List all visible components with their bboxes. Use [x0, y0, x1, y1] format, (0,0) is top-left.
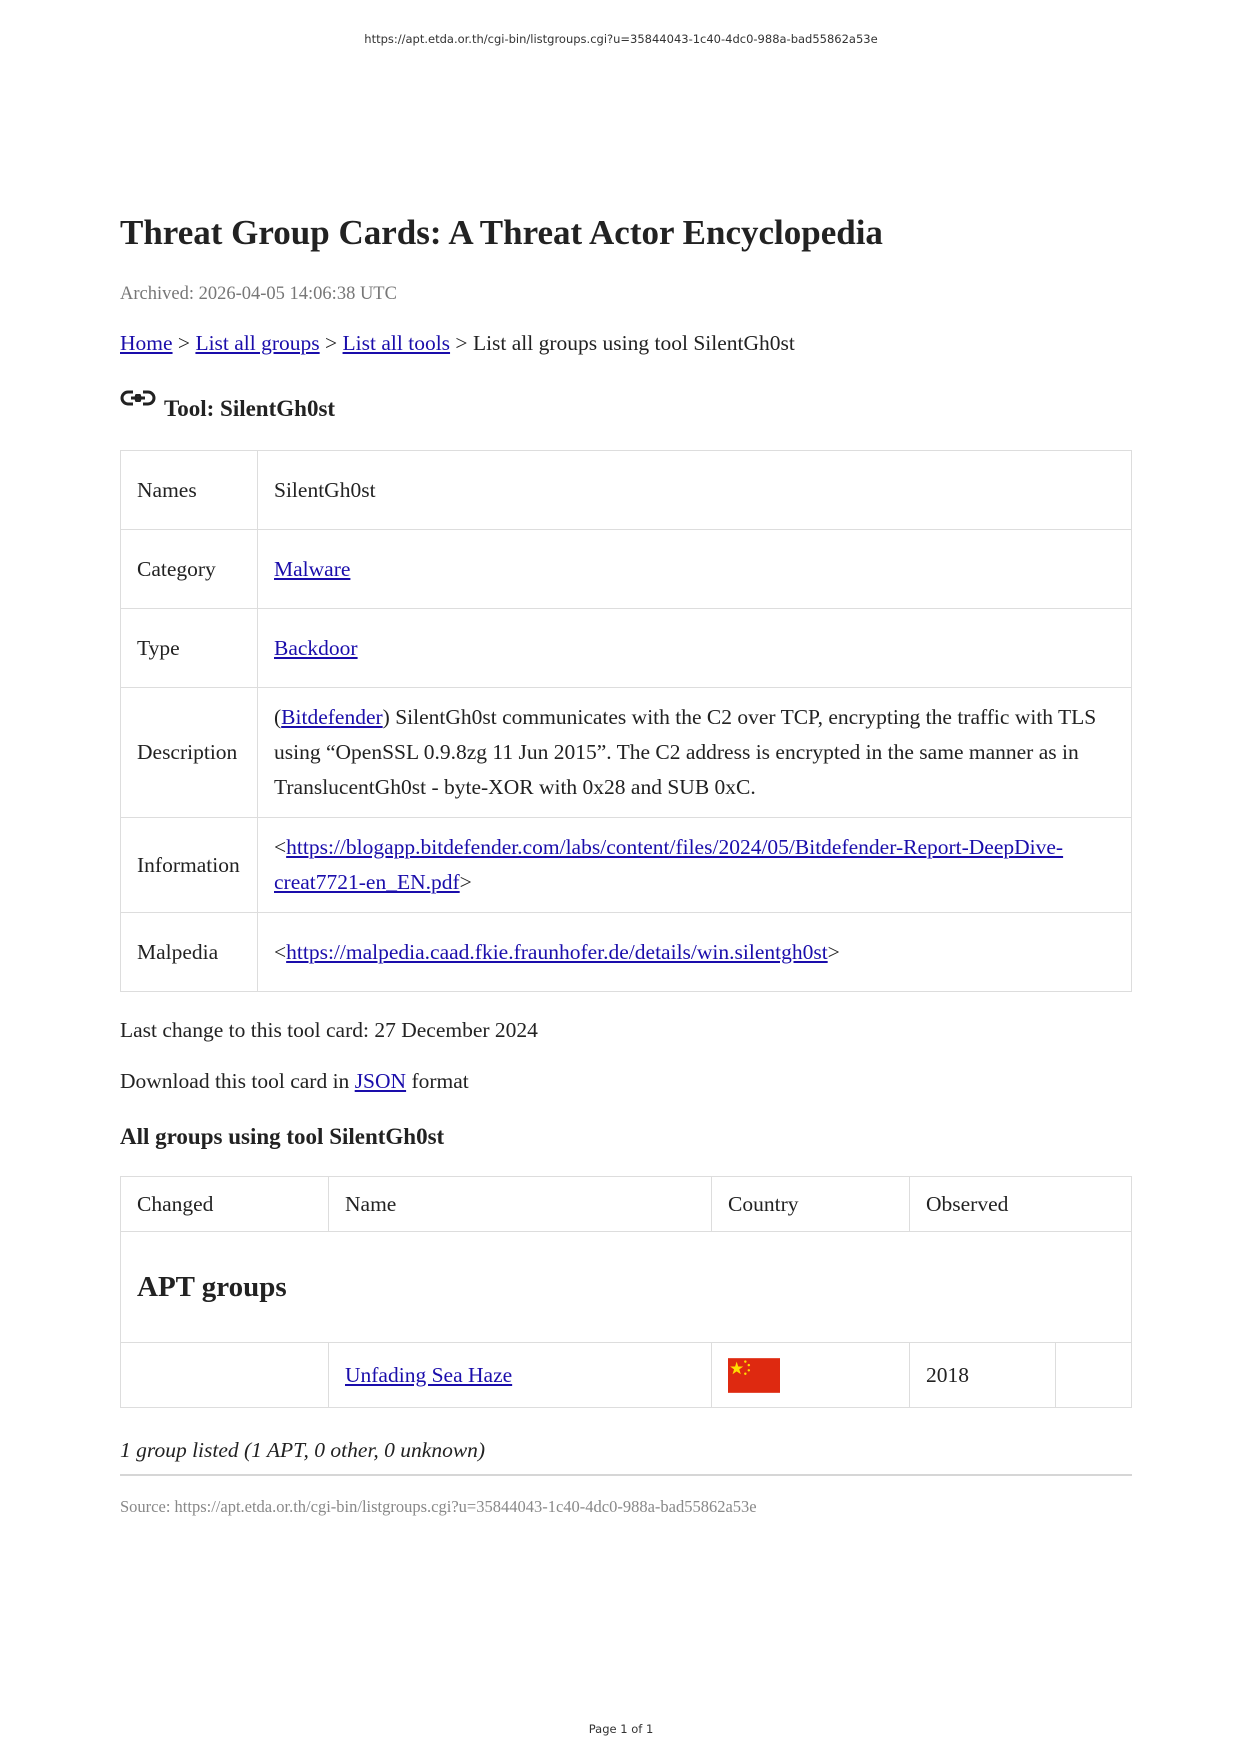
lt-bracket: <	[274, 939, 287, 964]
type-label: Type	[121, 609, 258, 688]
breadcrumb	[120, 331, 1132, 356]
groups-table	[120, 1176, 1132, 1408]
archived-timestamp: Archived: 2026-04-05 14:06:38 UTC	[120, 284, 397, 304]
malpedia-value	[258, 913, 1132, 992]
main-content	[120, 212, 1132, 1463]
download-prefix: Download this tool card in	[120, 1069, 355, 1093]
country-cell	[712, 1343, 910, 1408]
download-line	[120, 1069, 1132, 1094]
breadcrumb-separator: >	[319, 331, 343, 355]
download-suffix: format	[406, 1069, 469, 1093]
category-link[interactable]: Malware	[274, 556, 351, 581]
table-row	[121, 530, 1132, 609]
tool-heading-text: Tool: SilentGh0st	[164, 396, 336, 421]
malpedia-link[interactable]: https://malpedia.caad.fkie.fraunhofer.de/details/win.silentgh0st	[286, 939, 828, 964]
category-label: Category	[121, 530, 258, 609]
groups-heading: All groups using tool SilentGh0st	[120, 1124, 445, 1149]
description-value	[258, 688, 1132, 818]
table-row	[121, 913, 1132, 992]
malpedia-label: Malpedia	[121, 913, 258, 992]
table-row	[121, 818, 1132, 913]
print-header-url: https://apt.etda.or.th/cgi-bin/listgroups.cgi?u=35844043-1c40-4dc0-988a-bad55862a53e	[364, 32, 878, 46]
information-value	[258, 818, 1132, 913]
source-url: Source: https://apt.etda.or.th/cgi-bin/listgroups.cgi?u=35844043-1c40-4dc0-988a-bad55862a53e	[120, 1497, 757, 1516]
breadcrumb-home-link[interactable]: Home	[120, 331, 173, 355]
col-header-name: Name	[329, 1177, 712, 1232]
json-download-link[interactable]: JSON	[354, 1069, 407, 1093]
group-name-link[interactable]: Unfading Sea Haze	[345, 1362, 513, 1387]
information-label: Information	[121, 818, 258, 913]
description-label: Description	[121, 688, 258, 818]
breadcrumb-separator: >	[172, 331, 196, 355]
extra-cell	[1056, 1343, 1132, 1408]
col-header-observed: Observed	[910, 1177, 1132, 1232]
description-source-link[interactable]: Bitdefender	[281, 705, 383, 729]
observed-cell: 2018	[910, 1343, 1056, 1408]
information-link[interactable]: https://blogapp.bitdefender.com/labs/content/files/2024/05/Bitdefender-Report-DeepDive-creat7721-en_EN.pdf	[274, 835, 1064, 894]
table-row	[121, 451, 1132, 530]
section-row	[121, 1232, 1132, 1343]
table-header-row	[121, 1177, 1132, 1232]
apt-groups-section-heading: APT groups	[121, 1232, 1132, 1343]
breadcrumb-current: List all groups using tool SilentGh0st	[472, 331, 795, 355]
type-value	[258, 609, 1132, 688]
changed-cell	[121, 1343, 329, 1408]
page-number: Page 1 of 1	[588, 1722, 654, 1736]
names-label: Names	[121, 451, 258, 530]
names-value: SilentGh0st	[258, 451, 1132, 530]
table-row	[121, 688, 1132, 818]
last-change-text: Last change to this tool card: 27 December 2024	[120, 1018, 538, 1042]
description-text: ) SilentGh0st communicates with the C2 over TCP, encrypting the traffic with TLS using “OpenSSL 0.9.8zg 11 Jun 2015”. The C2 address is encrypted in the same manner as in TranslucentGh0st - byte-XOR with 0x28 and SUB 0xC.	[274, 705, 1097, 799]
page-title: Threat Group Cards: A Threat Actor Encyclopedia	[120, 213, 883, 252]
category-value	[258, 530, 1132, 609]
gt-bracket: >	[827, 939, 840, 964]
gt-bracket: >	[459, 870, 472, 894]
table-row	[121, 1343, 1132, 1408]
lt-bracket: <	[274, 835, 287, 859]
link-icon	[120, 388, 156, 414]
breadcrumb-all-groups-link[interactable]: List all groups	[195, 331, 320, 355]
breadcrumb-all-tools-link[interactable]: List all tools	[342, 331, 451, 355]
footer-divider	[120, 1474, 1132, 1476]
breadcrumb-separator: >	[450, 331, 473, 355]
col-header-changed: Changed	[121, 1177, 329, 1232]
groups-summary: 1 group listed (1 APT, 0 other, 0 unknown)	[120, 1438, 486, 1462]
type-link[interactable]: Backdoor	[274, 635, 358, 660]
col-header-country: Country	[712, 1177, 910, 1232]
name-cell	[329, 1343, 712, 1408]
description-open-paren: (	[274, 705, 282, 729]
tool-heading	[120, 388, 1132, 422]
table-row	[121, 609, 1132, 688]
china-flag-icon	[728, 1358, 780, 1393]
tool-info-table	[120, 450, 1132, 992]
